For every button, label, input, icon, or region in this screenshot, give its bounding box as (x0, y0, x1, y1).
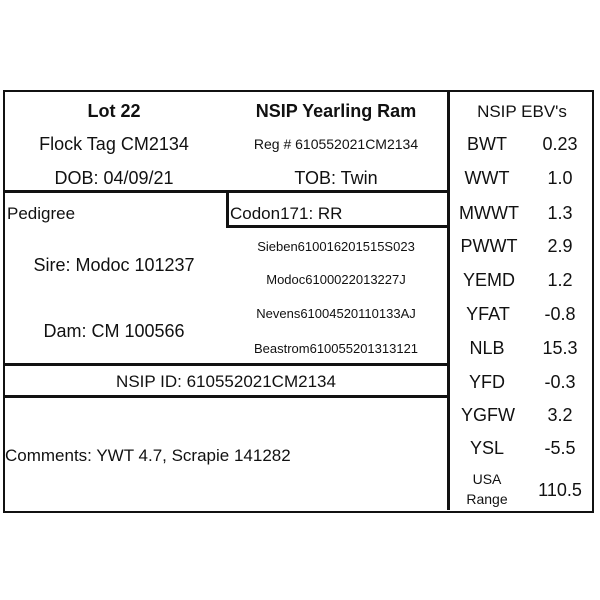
sire-name: Sire: Modoc 101237 (33, 255, 195, 275)
ebv-value-wwt: 1.0 (547, 168, 573, 188)
flock-tag: Flock Tag CM2134 (39, 134, 189, 154)
usa-range-label-line1: USA (472, 471, 502, 487)
ebv-label-ygfw: YGFW (461, 405, 515, 425)
ebv-value-nlb: 15.3 (542, 338, 578, 358)
usa-range-value: 110.5 (538, 480, 582, 500)
ebv-title: NSIP EBV's (477, 102, 567, 121)
lot-number: Lot 22 (87, 101, 141, 121)
ebv-label-bwt: BWT (467, 134, 507, 154)
ebv-value-yemd: 1.2 (547, 270, 573, 290)
dam-name: Dam: CM 100566 (43, 321, 185, 341)
usa-range-label (466, 469, 507, 509)
ebv-label-yfat: YFAT (466, 304, 510, 324)
usa-range-label-line2: Range (466, 491, 508, 507)
pedigree-label: Pedigree (7, 204, 76, 223)
codon-value: Codon171: RR (230, 204, 343, 223)
ebv-value-mwwt: 1.3 (547, 203, 573, 223)
date-of-birth: DOB: 04/09/21 (54, 168, 174, 188)
divider-codon-left (226, 190, 229, 225)
ebv-label-ysl: YSL (469, 438, 505, 458)
ebv-label-mwwt: MWWT (459, 203, 519, 223)
ebv-value-bwt: 0.23 (542, 134, 578, 154)
ebv-value-ysl: -5.5 (544, 438, 576, 458)
comments: Comments: YWT 4.7, Scrapie 141282 (5, 446, 291, 465)
ebv-label-yfd: YFD (469, 372, 505, 392)
ebv-value-yfd: -0.3 (544, 372, 576, 392)
ebv-value-pwwt: 2.9 (547, 236, 573, 256)
dam-sire: Nevens61004520110133AJ (256, 306, 416, 321)
dam-dam: Beastrom610055201313121 (253, 341, 419, 356)
type-of-birth: TOB: Twin (294, 168, 378, 188)
animal-type: NSIP Yearling Ram (255, 101, 417, 121)
divider-nsip-top (5, 363, 447, 366)
registration-number: Reg # 610552021CM2134 (253, 136, 419, 152)
divider-nsip-bottom (5, 395, 447, 398)
divider-ebv-column (447, 92, 450, 510)
ebv-value-ygfw: 3.2 (547, 405, 573, 425)
sire-dam: Modoc6100022013227J (266, 272, 406, 287)
ebv-value-yfat: -0.8 (544, 304, 576, 324)
ebv-label-nlb: NLB (469, 338, 505, 358)
sire-sire: Sieben610016201515S023 (257, 239, 415, 254)
ebv-label-yemd: YEMD (462, 270, 516, 290)
ebv-label-wwt: WWT (464, 168, 510, 188)
ebv-label-pwwt: PWWT (460, 236, 518, 256)
sale-card (3, 90, 594, 513)
divider-codon-bottom (226, 225, 447, 228)
nsip-id: NSIP ID: 610552021CM2134 (116, 372, 336, 391)
